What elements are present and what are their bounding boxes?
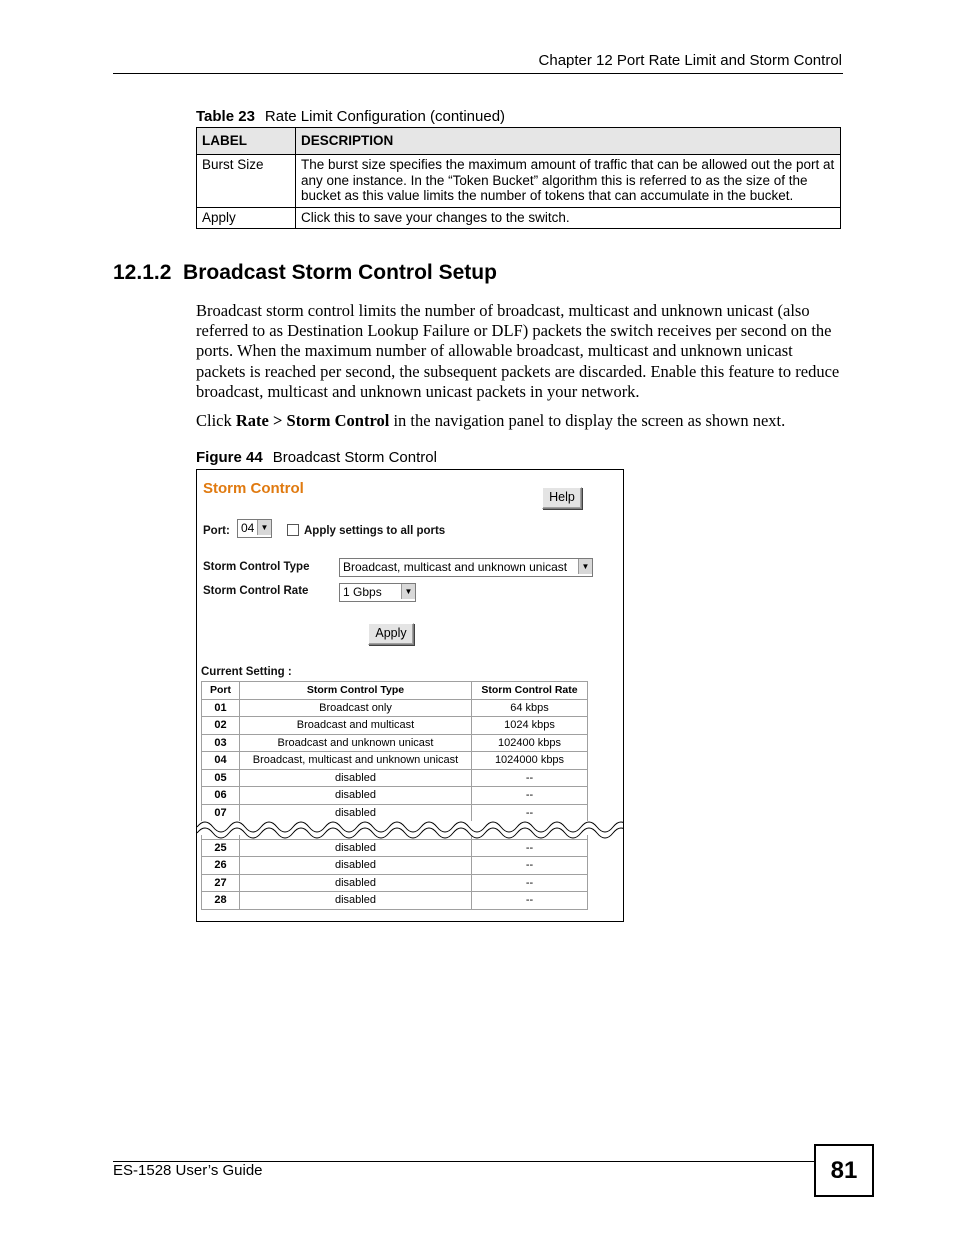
port-select-value: 04 <box>241 521 255 535</box>
table-header-description: DESCRIPTION <box>296 128 841 155</box>
storm-rate-label: Storm Control Rate <box>203 585 309 597</box>
figure-caption <box>196 449 437 466</box>
current-setting-table <box>201 681 588 910</box>
header-rule <box>113 73 843 74</box>
cell-rate: -- <box>472 769 588 787</box>
col-rate: Storm Control Rate <box>472 682 588 700</box>
chapter-header: Chapter 12 Port Rate Limit and Storm Control <box>538 52 842 69</box>
table-row <box>202 874 588 892</box>
table-break-marker <box>197 815 623 841</box>
cell-type: Broadcast and unknown unicast <box>240 734 472 752</box>
cell-type: disabled <box>240 787 472 805</box>
instruction-prefix: Click <box>196 411 236 430</box>
table-row <box>202 699 588 717</box>
table-row <box>197 207 841 229</box>
chevron-down-icon: ▼ <box>257 520 271 535</box>
screen-title: Storm Control <box>203 480 304 497</box>
storm-rate-select[interactable] <box>339 583 416 602</box>
col-port: Port <box>202 682 240 700</box>
table-caption <box>196 108 505 125</box>
cell-type: Broadcast and multicast <box>240 717 472 735</box>
table-row <box>202 787 588 805</box>
table-caption-text: Rate Limit Configuration (continued) <box>264 108 506 125</box>
cell-rate: -- <box>472 857 588 875</box>
apply-button[interactable]: Apply <box>368 623 414 645</box>
table-row <box>202 717 588 735</box>
cell-type: disabled <box>240 839 472 857</box>
menu-path: Rate > Storm Control <box>235 411 390 430</box>
cell-rate: -- <box>472 804 588 822</box>
cell-rate: 1024000 kbps <box>472 752 588 770</box>
figure-caption-text: Broadcast Storm Control <box>272 449 437 466</box>
cell-type: Broadcast only <box>240 699 472 717</box>
instruction-paragraph <box>196 411 846 431</box>
cell-port: 07 <box>202 804 240 822</box>
cell-rate: 1024 kbps <box>472 717 588 735</box>
table-row <box>202 734 588 752</box>
table-row <box>202 839 588 857</box>
cell-rate: -- <box>472 839 588 857</box>
table-header-label: LABEL <box>197 128 296 155</box>
cell-port: 27 <box>202 874 240 892</box>
port-select[interactable] <box>237 519 272 538</box>
table-row <box>202 857 588 875</box>
row-description: Click this to save your changes to the switch. <box>296 207 841 229</box>
col-type: Storm Control Type <box>240 682 472 700</box>
cell-rate: -- <box>472 787 588 805</box>
chevron-down-icon: ▼ <box>401 584 415 599</box>
table-row <box>197 155 841 208</box>
cell-port: 03 <box>202 734 240 752</box>
table-caption-label: Table 23 <box>196 108 255 125</box>
apply-all-checkbox[interactable] <box>287 524 299 536</box>
cell-port: 26 <box>202 857 240 875</box>
storm-type-label: Storm Control Type <box>203 561 310 573</box>
cell-rate: 64 kbps <box>472 699 588 717</box>
storm-rate-value: 1 Gbps <box>343 585 382 599</box>
guide-name: ES-1528 User’s Guide <box>113 1162 263 1179</box>
table-row <box>202 752 588 770</box>
table-header-row <box>197 128 841 155</box>
cell-type: disabled <box>240 769 472 787</box>
cell-port: 25 <box>202 839 240 857</box>
cell-port: 05 <box>202 769 240 787</box>
cell-type: disabled <box>240 874 472 892</box>
cell-port: 04 <box>202 752 240 770</box>
cell-type: disabled <box>240 892 472 910</box>
storm-control-screenshot <box>196 469 624 922</box>
cell-type: disabled <box>240 857 472 875</box>
chevron-down-icon: ▼ <box>578 559 592 574</box>
cell-port: 28 <box>202 892 240 910</box>
row-label: Apply <box>197 207 296 229</box>
figure-caption-label: Figure 44 <box>196 449 263 466</box>
page-number: 81 <box>814 1144 874 1197</box>
help-button[interactable]: Help <box>542 487 582 509</box>
table-row <box>202 892 588 910</box>
storm-type-value: Broadcast, multicast and unknown unicast <box>343 560 568 574</box>
row-description: The burst size specifies the maximum amount of traffic that can be allowed out the port at any one instance. In the “Token Bucket” algorithm this is referred to as the size of the bucket as this value limits the number of tokens that can accumulate in the bucket. <box>296 155 841 208</box>
port-label: Port: <box>203 525 230 537</box>
cell-port: 02 <box>202 717 240 735</box>
apply-all-label: Apply settings to all ports <box>304 525 446 537</box>
setting-header-row <box>202 682 588 700</box>
section-heading: 12.1.2 Broadcast Storm Control Setup <box>113 261 497 284</box>
cell-rate: -- <box>472 892 588 910</box>
rate-limit-table <box>196 127 841 229</box>
instruction-suffix: in the navigation panel to display the screen as shown next. <box>389 411 786 430</box>
cell-port: 01 <box>202 699 240 717</box>
cell-rate: 102400 kbps <box>472 734 588 752</box>
cell-type: Broadcast, multicast and unknown unicast <box>240 752 472 770</box>
storm-type-select[interactable] <box>339 558 593 577</box>
cell-port: 06 <box>202 787 240 805</box>
table-row <box>202 769 588 787</box>
row-label: Burst Size <box>197 155 296 208</box>
cell-type: disabled <box>240 804 472 822</box>
cell-rate: -- <box>472 874 588 892</box>
current-setting-label: Current Setting : <box>201 666 292 678</box>
intro-paragraph: Broadcast storm control limits the number of broadcast, multicast and unknown unicast (also referred to as Destination Lookup Failure or DLF) packets the switch receives per second on the ports. When the maximum number of allowable broadcast, multicast and unknown unicast packets is reached per second, the subsequent packets are discarded. Enable this feature to reduce broadcast, multicast and unknown unicast packets in your network. <box>196 301 840 401</box>
